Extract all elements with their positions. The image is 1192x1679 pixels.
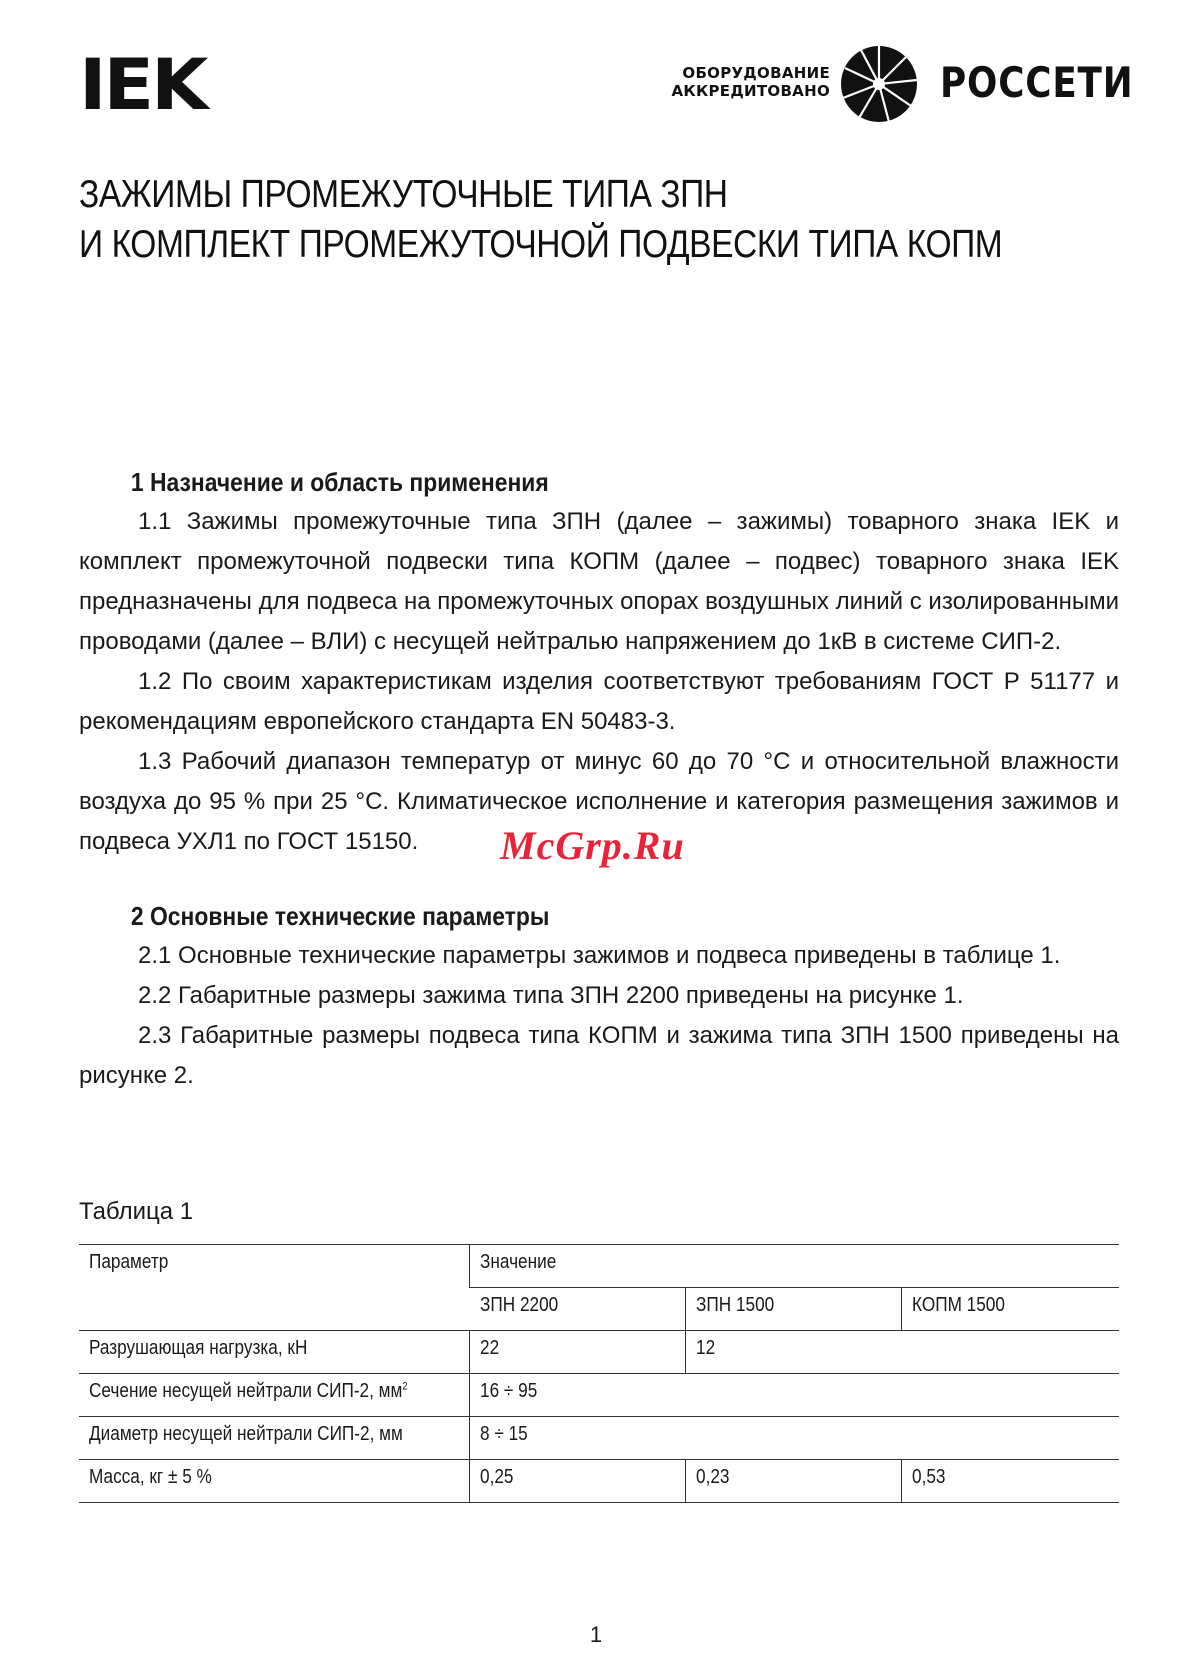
title-line-1: ЗАЖИМЫ ПРОМЕЖУТОЧНЫЕ ТИПА ЗПН [79, 173, 728, 216]
row-label: Сечение несущей нейтрали СИП-2, $мм^2$ [79, 1374, 470, 1417]
paragraph-1-2: 1.2 По своим характеристикам изделия соответствуют требованиям ГОСТ Р 51177 и рекомендациям европейского стандарта EN 50483-3. [79, 668, 1119, 735]
paragraph-2-2: 2.2 Габаритные размеры зажима типа ЗПН 2200 приведены на рисунке 1. [138, 982, 964, 1009]
row-value: 12 [685, 1331, 1119, 1374]
table-row [79, 1417, 1119, 1460]
row-label: Диаметр несущей нейтрали СИП-2, мм [79, 1417, 470, 1460]
accreditation-text [650, 64, 830, 100]
section-2-heading: 2 Основные технические параметры [130, 901, 550, 931]
table-row [79, 1331, 1119, 1374]
header-cell-value: Значение [470, 1245, 1119, 1288]
table-caption: Таблица 1 [79, 1198, 194, 1225]
accreditation-line-2: АККРЕДИТОВАНО [671, 82, 830, 100]
table-header-row [79, 1245, 1119, 1288]
row-label: Масса, кг ± 5 % [79, 1460, 470, 1503]
paragraph-1-3: 1.3 Рабочий диапазон температур от минус 60 до 70 °С и относительной влажности воздуха до 95 % при 25 °С. Климатическое исполнение и категория размещения зажимов и подвеса УХЛ1 по ГОСТ 15150. [79, 748, 1119, 855]
row-value: 16 ÷ 95 [470, 1374, 1119, 1417]
paragraph-2-3: 2.3 Габаритные размеры подвеса типа КОПМ и зажима типа ЗПН 1500 приведены на рисунке 2. [79, 1022, 1119, 1089]
document-title [79, 170, 1002, 270]
paragraph-2-1: 2.1 Основные технические параметры зажимов и подвеса приведены в таблице 1. [138, 942, 1061, 969]
table-row [79, 1460, 1119, 1503]
row-value: 0,25 [470, 1460, 685, 1503]
document-body [79, 462, 1119, 1096]
watermark: McGrp.Ru [500, 823, 685, 868]
row-value: 0,23 [685, 1460, 901, 1503]
title-line-2: И КОМПЛЕКТ ПРОМЕЖУТОЧНОЙ ПОДВЕСКИ ТИПА КОПМ [79, 223, 1003, 266]
row-value: 22 [470, 1331, 685, 1374]
rosseti-accreditation-block [650, 42, 1134, 122]
page-number: 1 [589, 1622, 603, 1647]
header-cell-parameter: Параметр [79, 1245, 470, 1331]
subheader-cell: КОПМ 1500 [901, 1288, 1119, 1331]
subheader-cell: ЗПН 1500 [685, 1288, 901, 1331]
paragraph-1-1: 1.1 Зажимы промежуточные типа ЗПН (далее – зажимы) товарного знака IEK и комплект промежуточной подвески типа КОПМ (далее – подвес) товарного знака IEK предназначены для подвеса на промежуточных опорах воздушных линий с изолированными проводами (далее – ВЛИ) с несущей нейтралью напряжением до 1кВ в системе СИП-2. [79, 508, 1119, 655]
rosseti-emblem-icon [837, 42, 921, 126]
parameters-table [79, 1244, 1119, 1503]
section-1-heading: 1 Назначение и область применения [130, 467, 549, 497]
row-value: 8 ÷ 15 [470, 1417, 1119, 1460]
row-label: Разрушающая нагрузка, кН [79, 1331, 470, 1374]
accreditation-line-1: ОБОРУДОВАНИЕ [682, 64, 830, 82]
row-value: 0,53 [901, 1460, 1119, 1503]
iek-logo: IEK [79, 44, 206, 126]
subheader-cell: ЗПН 2200 [470, 1288, 685, 1331]
rosseti-name: РОССЕТИ [940, 58, 1134, 107]
table-row [79, 1374, 1119, 1417]
